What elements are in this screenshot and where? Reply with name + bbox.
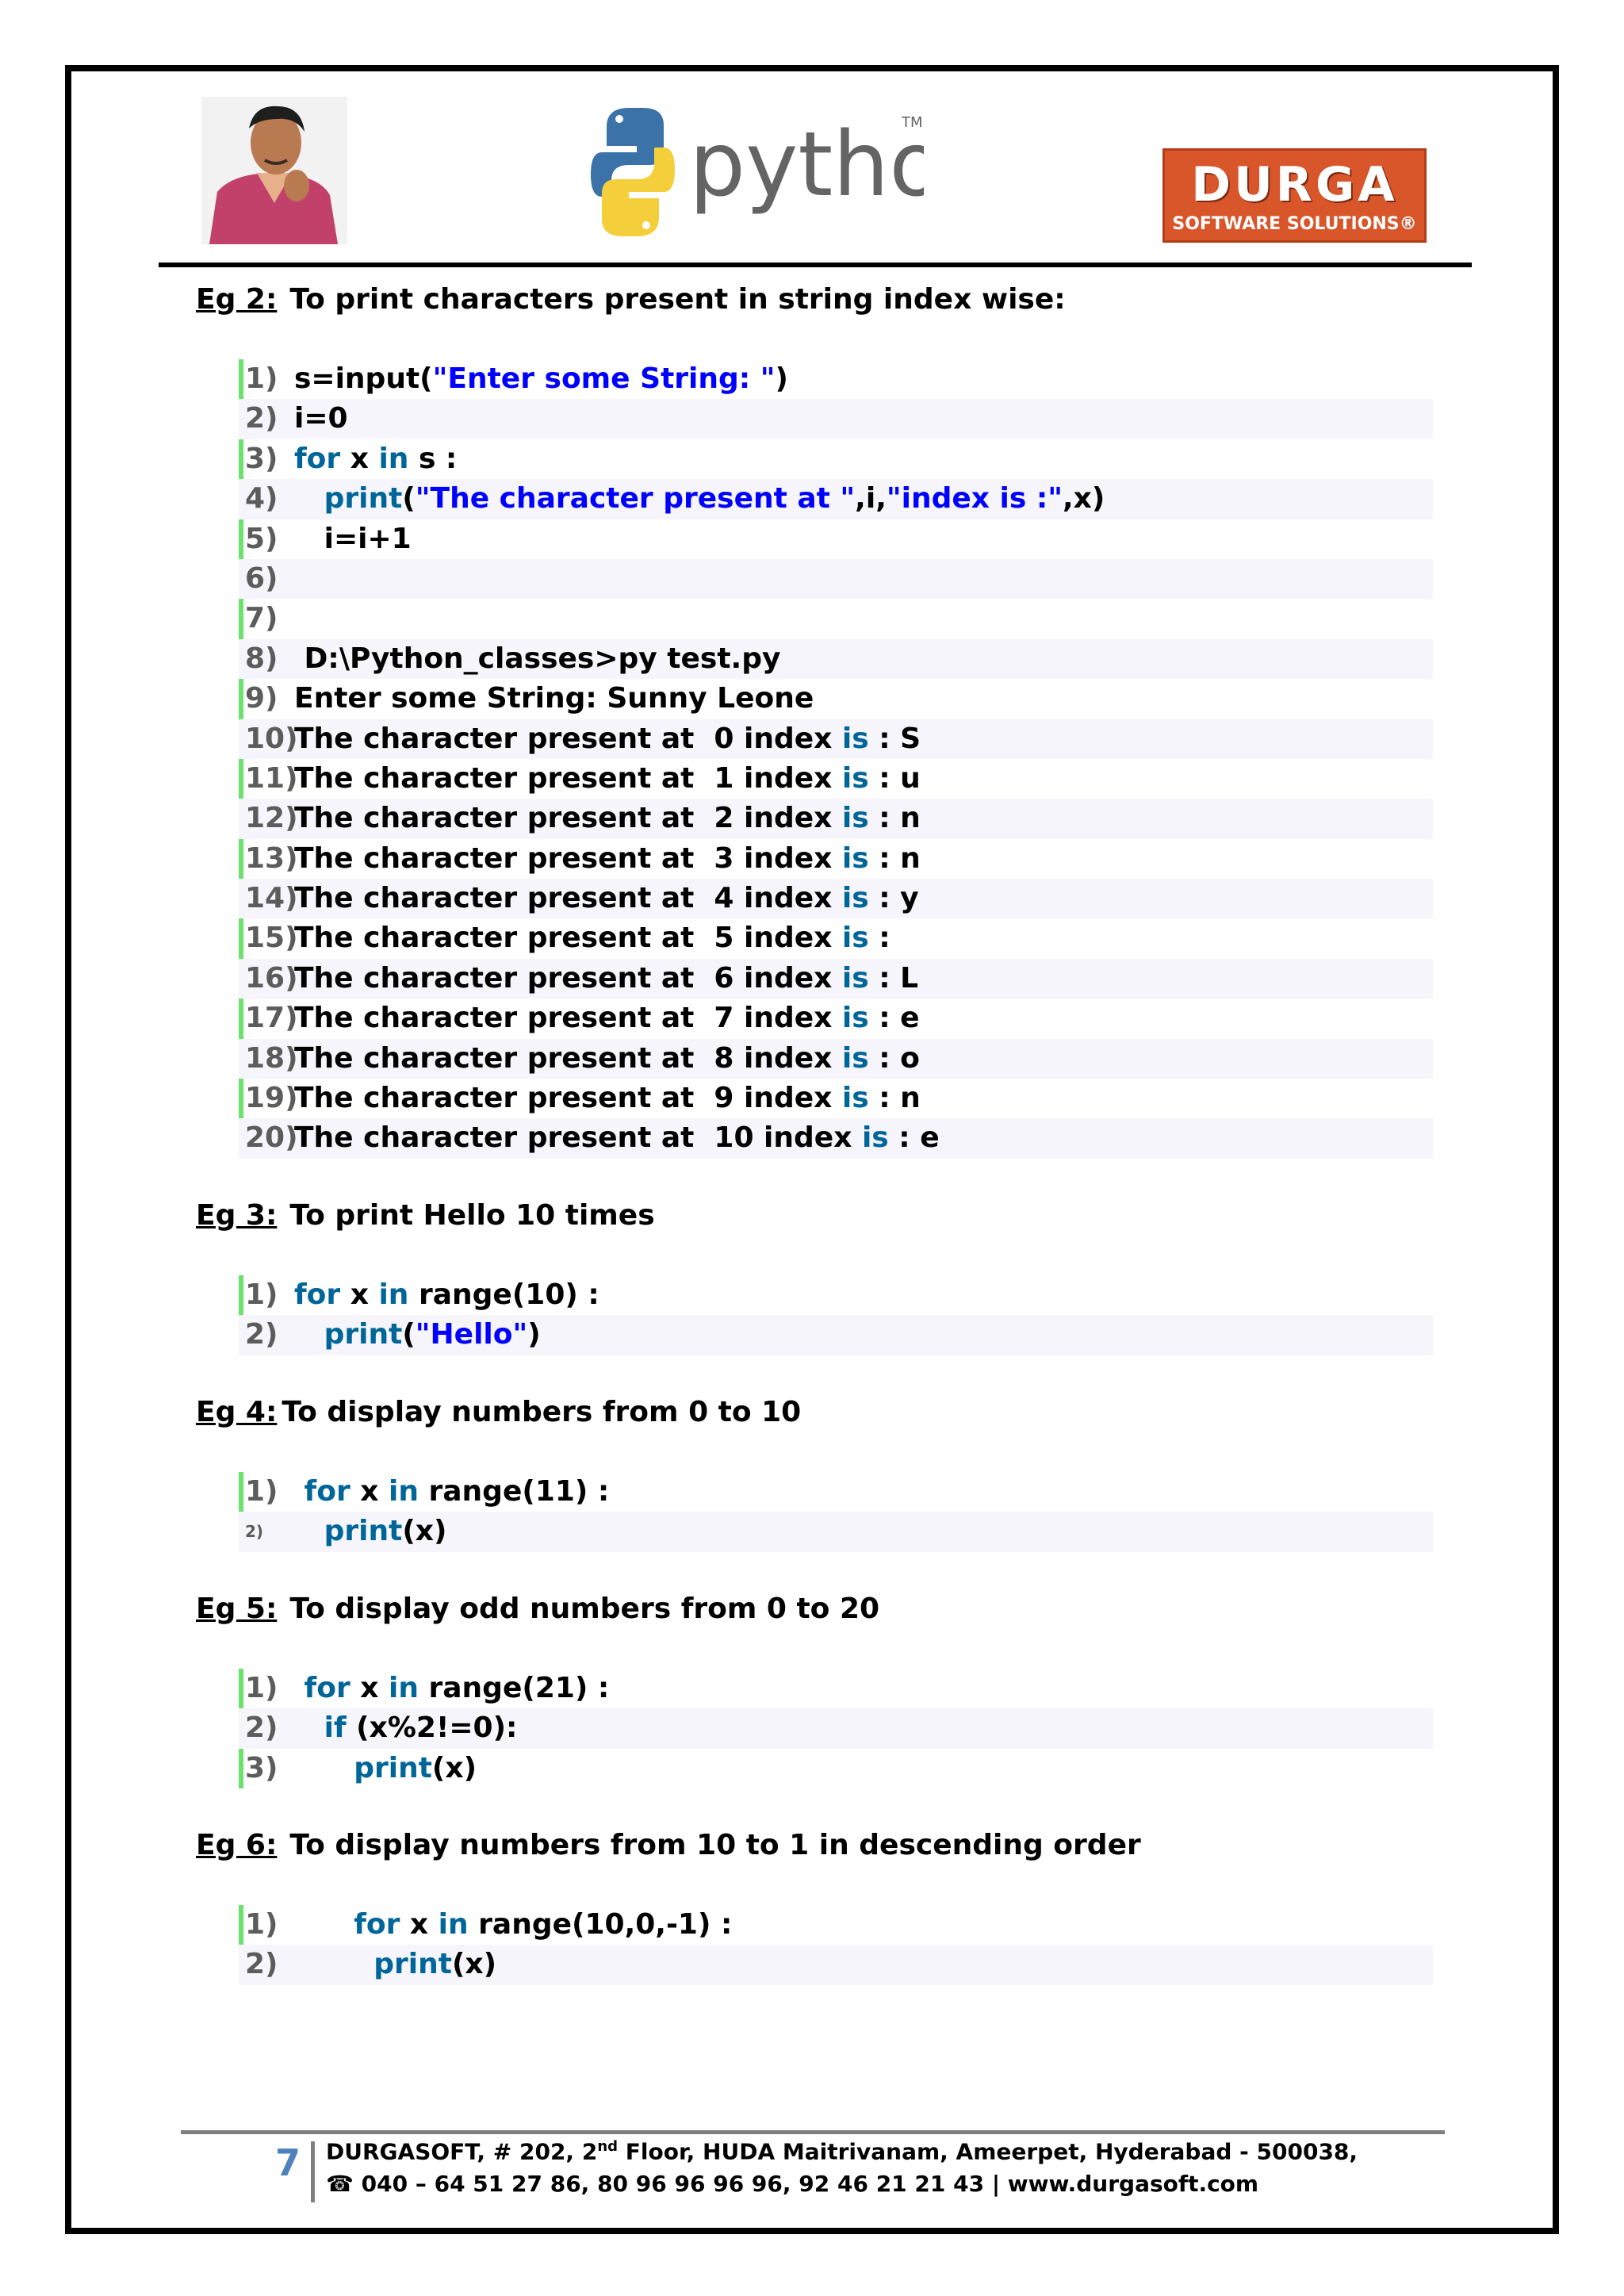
code-text: The character present at 9 index is : n xyxy=(294,1082,921,1115)
code-line xyxy=(239,1512,1433,1551)
footer-address: DURGASOFT, # 202, 2nd Floor, HUDA Maitrivanam, Ameerpet, Hyderabad - 500038, xyxy=(326,2138,1358,2165)
code-text: The character present at 6 index is : L xyxy=(294,961,919,995)
code-text: The character present at 5 index is : xyxy=(294,922,891,955)
line-number: 12) xyxy=(245,802,298,835)
code-line xyxy=(239,1315,1433,1355)
code-text: The character present at 4 index is : y xyxy=(294,882,919,915)
code-text: for x in range(10,0,-1) : xyxy=(354,1908,733,1941)
code-line xyxy=(239,439,1433,479)
line-number: 2) xyxy=(245,402,278,435)
section-heading xyxy=(196,1396,801,1428)
line-number: 11) xyxy=(245,761,298,795)
line-number: 5) xyxy=(245,522,278,555)
line-number: 2) xyxy=(245,1948,278,1981)
section-label: Eg 6: xyxy=(196,1829,278,1861)
code-text: print("Hello") xyxy=(324,1318,541,1351)
code-line xyxy=(239,479,1433,519)
code-text: i=0 xyxy=(294,402,348,435)
python-tm: TM xyxy=(902,114,923,131)
line-number: 8) xyxy=(245,642,278,675)
code-text: print(x) xyxy=(354,1751,477,1784)
line-number: 17) xyxy=(245,1002,298,1035)
code-line xyxy=(239,719,1433,759)
code-text: for x in range(10) : xyxy=(294,1278,599,1311)
code-block xyxy=(239,1669,1433,1788)
section-title: To display numbers from 10 to 1 in descending order xyxy=(289,1829,1141,1861)
line-number: 4) xyxy=(245,482,278,516)
page-number-separator xyxy=(311,2141,315,2202)
code-line xyxy=(239,799,1433,838)
code-line xyxy=(239,1749,1433,1788)
code-text: for x in range(21) : xyxy=(304,1672,610,1704)
instructor-photo xyxy=(201,97,347,244)
footer-divider xyxy=(181,2130,1445,2134)
code-text: print(x) xyxy=(324,1515,447,1548)
code-line xyxy=(239,759,1433,799)
code-line xyxy=(239,999,1433,1038)
code-line xyxy=(239,1708,1433,1748)
line-number: 1) xyxy=(245,362,278,395)
line-number: 7) xyxy=(245,602,278,635)
line-number: 3) xyxy=(245,1751,278,1784)
durga-logo xyxy=(1162,148,1427,243)
code-text: if (x%2!=0): xyxy=(324,1711,518,1745)
line-number: 20) xyxy=(245,1121,298,1155)
code-text: print("The character present at ",i,"index is :",x) xyxy=(324,482,1105,516)
code-text: The character present at 1 index is : u xyxy=(294,761,921,795)
line-number: 2) xyxy=(245,1711,278,1745)
python-logo xyxy=(591,102,924,240)
line-number: 6) xyxy=(245,562,278,595)
code-line xyxy=(239,519,1433,559)
code-block xyxy=(239,1472,1433,1552)
code-text: for x in s : xyxy=(294,442,458,475)
section-label: Eg 4: xyxy=(196,1396,278,1428)
line-number: 10) xyxy=(245,722,298,755)
durga-wordmark: DURGA xyxy=(1191,157,1398,213)
section-title: To print characters present in string index wise: xyxy=(289,283,1066,316)
code-text: The character present at 3 index is : n xyxy=(294,841,921,875)
line-number: 19) xyxy=(245,1082,298,1115)
code-text: print(x) xyxy=(373,1948,497,1981)
section-heading xyxy=(196,1593,879,1625)
section-label: Eg 3: xyxy=(196,1199,278,1232)
code-line xyxy=(239,399,1433,439)
code-line xyxy=(239,599,1433,638)
header-divider xyxy=(159,263,1472,267)
code-line xyxy=(239,1079,1433,1118)
code-line xyxy=(239,1472,1433,1512)
section-heading xyxy=(196,1199,655,1232)
code-text: for x in range(11) : xyxy=(304,1475,610,1508)
code-line xyxy=(239,1905,1433,1945)
section-title: To display numbers from 0 to 10 xyxy=(282,1396,802,1428)
line-number: 1) xyxy=(245,1278,278,1311)
code-block xyxy=(239,1905,1433,1985)
code-line xyxy=(239,1118,1433,1158)
code-text: The character present at 8 index is : o xyxy=(294,1041,920,1075)
page-number: 7 xyxy=(274,2141,301,2184)
line-number: 1) xyxy=(245,1908,278,1941)
code-text: s=input("Enter some String: ") xyxy=(294,362,788,395)
section-label: Eg 5: xyxy=(196,1593,278,1625)
code-line xyxy=(239,679,1433,719)
code-block xyxy=(239,359,1433,1159)
phone-icon: ☎ xyxy=(326,2171,354,2197)
code-text: i=i+1 xyxy=(294,522,412,555)
code-line xyxy=(239,639,1433,679)
line-number: 9) xyxy=(245,682,278,715)
line-number: 2) xyxy=(245,1318,278,1351)
code-text: The character present at 2 index is : n xyxy=(294,802,921,835)
line-number: 1) xyxy=(245,1672,278,1704)
code-text: D:\Python_classes>py test.py xyxy=(294,642,781,675)
python-wordmark: pytho xyxy=(689,113,924,217)
line-number: 14) xyxy=(245,882,298,915)
code-text: The character present at 10 index is : e xyxy=(294,1121,940,1155)
section-heading xyxy=(196,1829,1141,1861)
line-number: 1) xyxy=(245,1475,278,1508)
code-line xyxy=(239,959,1433,999)
line-number: 13) xyxy=(245,841,298,875)
code-block xyxy=(239,1275,1433,1355)
code-line xyxy=(239,1945,1433,1984)
line-number: 2) xyxy=(245,1522,264,1542)
code-line xyxy=(239,1039,1433,1079)
code-text: The character present at 0 index is : S xyxy=(294,722,921,755)
code-line xyxy=(239,1669,1433,1708)
line-number: 3) xyxy=(245,442,278,475)
durga-subtitle: SOFTWARE SOLUTIONS® xyxy=(1172,214,1417,234)
code-line xyxy=(239,879,1433,918)
code-text: The character present at 7 index is : e xyxy=(294,1002,920,1035)
code-line xyxy=(239,918,1433,958)
code-line xyxy=(239,559,1433,599)
code-text: Enter some String: Sunny Leone xyxy=(294,682,814,715)
line-number: 18) xyxy=(245,1041,298,1075)
line-number: 15) xyxy=(245,922,298,955)
code-line xyxy=(239,839,1433,879)
section-title: To display odd numbers from 0 to 20 xyxy=(289,1593,880,1625)
section-label: Eg 2: xyxy=(196,283,278,316)
line-number: 16) xyxy=(245,961,298,995)
footer-contact: ☎ 040 – 64 51 27 86, 80 96 96 96 96, 92 46 21 21 43 | www.durgasoft.com xyxy=(326,2171,1259,2197)
section-title: To print Hello 10 times xyxy=(289,1199,655,1232)
code-line xyxy=(239,359,1433,399)
code-line xyxy=(239,1275,1433,1315)
section-heading xyxy=(196,283,1066,316)
